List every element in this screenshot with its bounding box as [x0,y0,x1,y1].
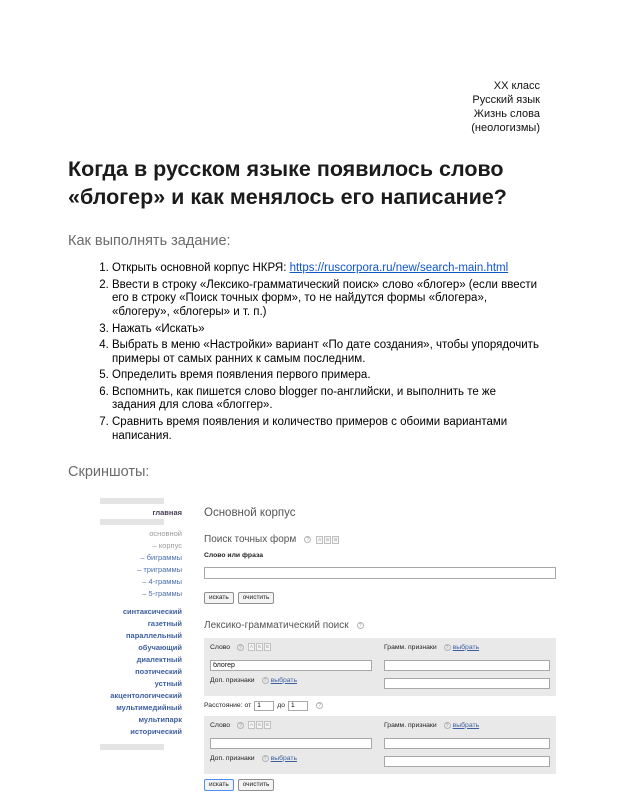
sidebar-item-spoken[interactable]: устный [154,679,182,689]
distance-to-label: до [277,702,285,710]
list-item: 7. Сравнить время появления и количество примеров с обоими вариантами написания. [112,416,540,443]
meta-line: Жизнь слова [473,107,540,120]
word1-input[interactable] [210,660,372,671]
meta-line: (неологизмы) [471,121,540,134]
sidebar-item-dialect[interactable]: диалектный [136,655,182,665]
exact-forms-heading [204,534,556,545]
help-icon[interactable]: ? [304,536,311,543]
letter-toggle-icons [316,536,339,544]
screenshots-heading: Скриншоты: [68,464,150,481]
sidebar-item-parallel[interactable]: параллельный [126,631,182,641]
sidebar-item-corpus: – корпус [152,541,182,551]
letter-chip-icon[interactable]: А [318,536,322,542]
sidebar-item-home[interactable]: главная [152,508,182,518]
corpus-url-link[interactable]: https://ruscorpora.ru/new/search-main.html [289,262,509,275]
lexgram-heading [204,620,556,631]
sidebar-item-poetic[interactable]: поэтический [135,667,182,677]
sidebar-item-multipark[interactable]: мультипарк [138,715,182,725]
meta-line: Русский язык [472,93,540,106]
letter-chip-icon[interactable]: В [266,644,270,650]
distance-to-input[interactable] [288,701,308,711]
lexgram-word1-panel [204,638,556,696]
sidebar-item-accentological[interactable]: акцентологический [110,691,182,701]
choose-gram-link[interactable]: выбрать [452,643,480,651]
letter-toggle-icons [248,643,271,651]
word2-input[interactable] [210,738,372,749]
sem-features-input[interactable] [384,756,550,767]
instructions-list [68,262,540,443]
letter-chip-icon[interactable]: Б [258,722,262,728]
sidebar-item-syntactic[interactable]: синтаксический [122,607,182,617]
corpus-page-title: Основной корпус [204,507,296,520]
help-icon[interactable]: ? [444,644,451,651]
choose-gram-link[interactable]: выбрать [452,721,480,729]
sidebar-item-trigrams[interactable]: – триграммы [137,565,182,575]
sidebar-item-bigrams[interactable]: – биграммы [140,553,182,563]
help-icon[interactable]: ? [357,622,364,629]
search-button[interactable]: искать [204,592,234,604]
exact-forms-title: Поиск точных форм [204,534,297,546]
distance-from-input[interactable] [254,701,274,711]
page-title: Когда в русском языке появилось слово «блогер» и как менялось его написание? [68,157,507,210]
choose-addl-link[interactable]: выбрать [270,754,298,762]
gram-features-input[interactable] [384,738,550,749]
corpus-screenshot [100,495,558,789]
sidebar-divider [100,498,164,504]
choose-addl-link[interactable]: выбрать [270,676,298,684]
doc-header-meta [68,80,540,135]
meta-line: XX класс [493,80,540,92]
letter-chip-icon[interactable]: В [266,722,270,728]
instructions-heading: Как выполнять задание: [68,233,231,250]
sidebar-item-newspaper[interactable]: газетный [147,619,182,629]
list-item: 4. Выбрать в меню «Настройки» вариант «По дате создания», чтобы упорядочить примеры от самых ранних к самым последним. [112,339,540,366]
letter-chip-icon[interactable]: Б [258,644,262,650]
lexgram-title: Лексико-грамматический поиск [204,619,349,631]
word-label: Слово [210,721,231,729]
list-item: 2. Ввести в строку «Лексико-грамматический поиск» слово «блогер» (если ввести его в строку «Поиск точных форм», то не найдутся формы «блогера», «блогеру», «блогеры» и т. п.) [112,279,540,320]
list-item: 5. Определить время появления первого примера. [112,369,540,383]
sidebar-item-learner[interactable]: обучающий [138,643,182,653]
gram-features-label: Грамм. признаки [384,721,437,729]
sem-features-input[interactable] [384,678,550,689]
sidebar-item-main-corpus: основной [149,529,182,539]
letter-chip-icon[interactable]: Б [326,536,330,542]
step-text: Открыть основной корпус НКРЯ: [112,262,290,275]
clear-button[interactable]: очистить [238,592,275,604]
corpus-main [196,495,558,789]
sidebar-item-5grams[interactable]: – 5-граммы [142,589,182,599]
word-or-phrase-label: Слово или фраза [204,552,264,560]
sidebar-divider [100,744,164,750]
help-icon[interactable]: ? [237,722,244,729]
letter-toggle-icons [248,721,271,729]
exact-forms-input[interactable] [204,567,556,579]
sidebar-item-multimedia[interactable]: мультимедийный [116,703,182,713]
gram-features-input[interactable] [384,660,550,671]
help-icon[interactable]: ? [237,644,244,651]
addl-features-label: Доп. признаки [210,754,255,762]
lexgram-word2-panel [204,716,556,774]
clear-button[interactable]: очистить [238,779,275,791]
word-label: Слово [210,643,231,651]
help-icon[interactable]: ? [316,702,323,709]
distance-row [204,701,556,711]
distance-from-label: Расстояние: от [204,702,252,710]
search-button[interactable]: искать [204,779,234,791]
letter-chip-icon[interactable]: В [334,536,338,542]
list-item: 3. Нажать «Искать» [112,323,540,337]
list-item [112,262,540,276]
sidebar-item-4grams[interactable]: – 4-граммы [142,577,182,587]
letter-chip-icon[interactable]: А [250,722,254,728]
help-icon[interactable]: ? [262,755,269,762]
sidebar-divider [100,519,164,525]
gram-features-label: Грамм. признаки [384,643,437,651]
corpus-sidebar [100,495,196,757]
list-item: 6. Вспомнить, как пишется слово blogger по-английски, и выполнить те же задания для слова «блоггер». [112,386,540,413]
help-icon[interactable]: ? [262,677,269,684]
addl-features-label: Доп. признаки [210,676,255,684]
help-icon[interactable]: ? [444,722,451,729]
letter-chip-icon[interactable]: А [250,644,254,650]
sidebar-item-historical[interactable]: исторический [130,727,182,737]
